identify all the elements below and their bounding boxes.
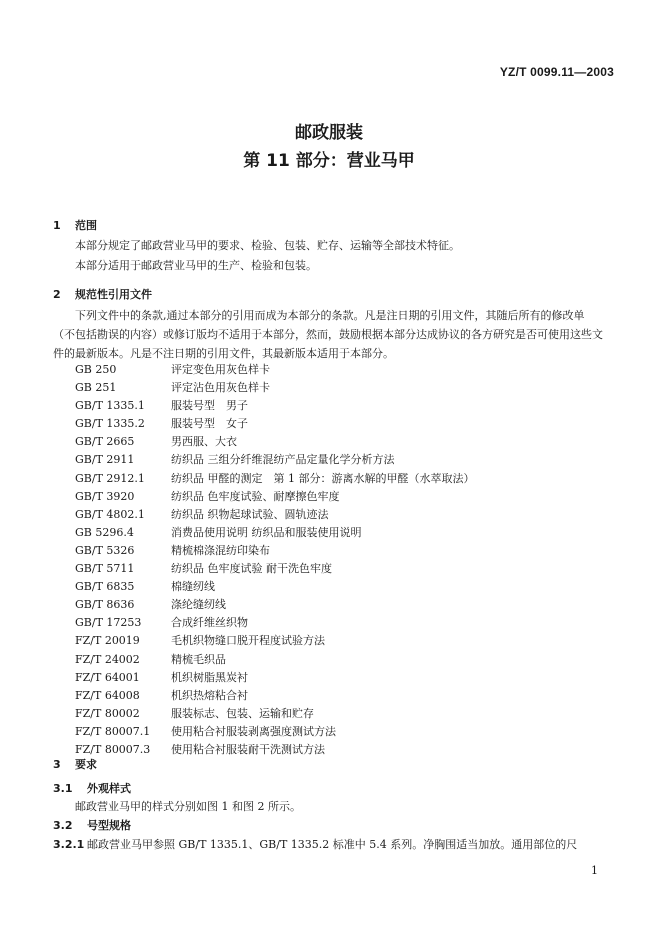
- page-number: 1: [591, 864, 598, 877]
- reference-code: GB/T 1335.2: [75, 417, 145, 431]
- subsection-title: 外观样式: [87, 782, 131, 795]
- reference-title: 服装号型 男子: [171, 399, 248, 413]
- reference-code: FZ/T 80002: [75, 706, 140, 720]
- reference-title: 服装号型 女子: [171, 417, 248, 431]
- reference-item: [75, 361, 475, 379]
- reference-item: [75, 614, 475, 632]
- reference-title: 涤纶缝纫线: [171, 598, 226, 612]
- reference-code: GB 251: [75, 381, 117, 395]
- reference-item: [75, 397, 475, 415]
- clause-text: 邮政营业马甲参照 GB/T 1335.1、GB/T 1335.2 标准中 5.4 系列。净胸围适当加放。通用部位的尺: [87, 838, 578, 851]
- reference-code: GB/T 3920: [75, 489, 135, 503]
- section-number: 1: [53, 219, 61, 232]
- reference-item: [75, 578, 475, 596]
- reference-code: GB/T 2665: [75, 435, 135, 449]
- subsection-title: 号型规格: [87, 819, 131, 832]
- reference-title: 男西服、大衣: [171, 435, 237, 449]
- reference-code: FZ/T 24002: [75, 652, 140, 666]
- section-2-heading: [53, 286, 152, 302]
- reference-code: FZ/T 64008: [75, 688, 140, 702]
- reference-title: 使用粘合衬服装剥离强度测试方法: [171, 724, 336, 738]
- reference-title: 消费品使用说明 纺织品和服装使用说明: [171, 525, 362, 539]
- appearance-paragraph: 邮政营业马甲的样式分别如图 1 和图 2 所示。: [75, 800, 301, 813]
- reference-code: GB/T 2911: [75, 453, 135, 467]
- reference-item: [75, 632, 475, 650]
- reference-item: [75, 524, 475, 542]
- section-number: 3: [53, 758, 61, 771]
- section-title: 要求: [75, 758, 97, 771]
- reference-item: [75, 470, 475, 488]
- section-number: 2: [53, 288, 61, 301]
- section-3-heading: [53, 756, 97, 772]
- reference-item: [75, 723, 475, 741]
- reference-code: FZ/T 80007.3: [75, 742, 151, 756]
- reference-code: GB/T 6835: [75, 580, 135, 594]
- clause-3-2-1: [53, 836, 577, 852]
- reference-title: 评定变色用灰色样卡: [171, 363, 270, 376]
- reference-title: 合成纤维丝织物: [171, 616, 248, 630]
- subsection-number: 3.2: [53, 819, 73, 832]
- document-title: 邮政服装: [295, 123, 363, 143]
- reference-item: [75, 542, 475, 560]
- reference-item: [75, 451, 475, 469]
- reference-title: 精梳毛织品: [171, 652, 226, 666]
- reference-title: 机织树脂黑炭衬: [171, 670, 248, 684]
- reference-title: 棉缝纫线: [171, 580, 215, 594]
- reference-item: [75, 415, 475, 433]
- reference-title: 纺织品 三组分纤维混纺产品定量化学分析方法: [171, 453, 395, 467]
- reference-code: GB 250: [75, 363, 117, 376]
- reference-code: GB/T 8636: [75, 598, 135, 612]
- reference-code: GB/T 5326: [75, 543, 135, 557]
- section-title: 规范性引用文件: [75, 288, 152, 301]
- reference-item: [75, 379, 475, 397]
- reference-item: [75, 669, 475, 687]
- standard-number: YZ/T 0099.11—2003: [499, 65, 614, 79]
- reference-code: FZ/T 80007.1: [75, 724, 151, 738]
- document-subtitle: 第 11 部分：营业马甲: [243, 151, 415, 171]
- scope-paragraph-2: 本部分适用于邮政营业马甲的生产、检验和包装。: [75, 259, 317, 272]
- reference-code: GB/T 4802.1: [75, 507, 145, 521]
- reference-title: 评定沾色用灰色样卡: [171, 381, 270, 395]
- references-intro: 下列文件中的条款,通过本部分的引用而成为本部分的条款。凡是注日期的引用文件，其随后所有的修改单（不包括勘误的内容）或修订版均不适用于本部分，然而，鼓励根据本部分达成协议的各方研究是否可使用这些文件的最新版本。凡是不注日期的引用文件，其最新版本适用于本部分。: [53, 309, 603, 360]
- subsection-3-2-heading: [53, 817, 131, 833]
- reference-item: [75, 560, 475, 578]
- reference-item: [75, 596, 475, 614]
- reference-title: 服装标志、包装、运输和贮存: [171, 706, 314, 720]
- reference-item: [75, 488, 475, 506]
- reference-title: 纺织品 织物起球试验、圆轨迹法: [171, 507, 329, 521]
- reference-code: FZ/T 20019: [75, 634, 140, 648]
- reference-code: GB/T 2912.1: [75, 471, 145, 485]
- reference-title: 纺织品 色牢度试验 耐干洗色牢度: [171, 562, 332, 576]
- reference-title: 使用粘合衬服装耐干洗测试方法: [171, 742, 325, 756]
- reference-code: GB/T 17253: [75, 616, 142, 630]
- subsection-number: 3.1: [53, 782, 73, 795]
- clause-number: 3.2.1: [53, 838, 85, 851]
- reference-title: 纺织品 色牢度试验、耐摩擦色牢度: [171, 489, 340, 503]
- reference-list: [75, 361, 475, 759]
- subsection-3-1-heading: [53, 780, 131, 796]
- reference-title: 精梳棉涤混纺印染布: [171, 543, 270, 557]
- section-title: 范围: [75, 219, 97, 232]
- reference-code: GB 5296.4: [75, 525, 134, 539]
- reference-item: [75, 433, 475, 451]
- reference-title: 机织热熔粘合衬: [171, 688, 248, 702]
- reference-code: FZ/T 64001: [75, 670, 140, 684]
- reference-code: GB/T 5711: [75, 562, 135, 576]
- reference-item: [75, 687, 475, 705]
- reference-item: [75, 651, 475, 669]
- reference-title: 毛机织物缝口脱开程度试验方法: [171, 634, 325, 648]
- reference-item: [75, 506, 475, 524]
- reference-code: GB/T 1335.1: [75, 399, 145, 413]
- reference-item: [75, 705, 475, 723]
- scope-paragraph-1: 本部分规定了邮政营业马甲的要求、检验、包装、贮存、运输等全部技术特征。: [75, 239, 460, 252]
- reference-item: [75, 741, 475, 759]
- reference-title: 纺织品 甲醛的测定 第 1 部分：游离水解的甲醛（水萃取法）: [171, 471, 475, 485]
- section-1-heading: [53, 217, 97, 233]
